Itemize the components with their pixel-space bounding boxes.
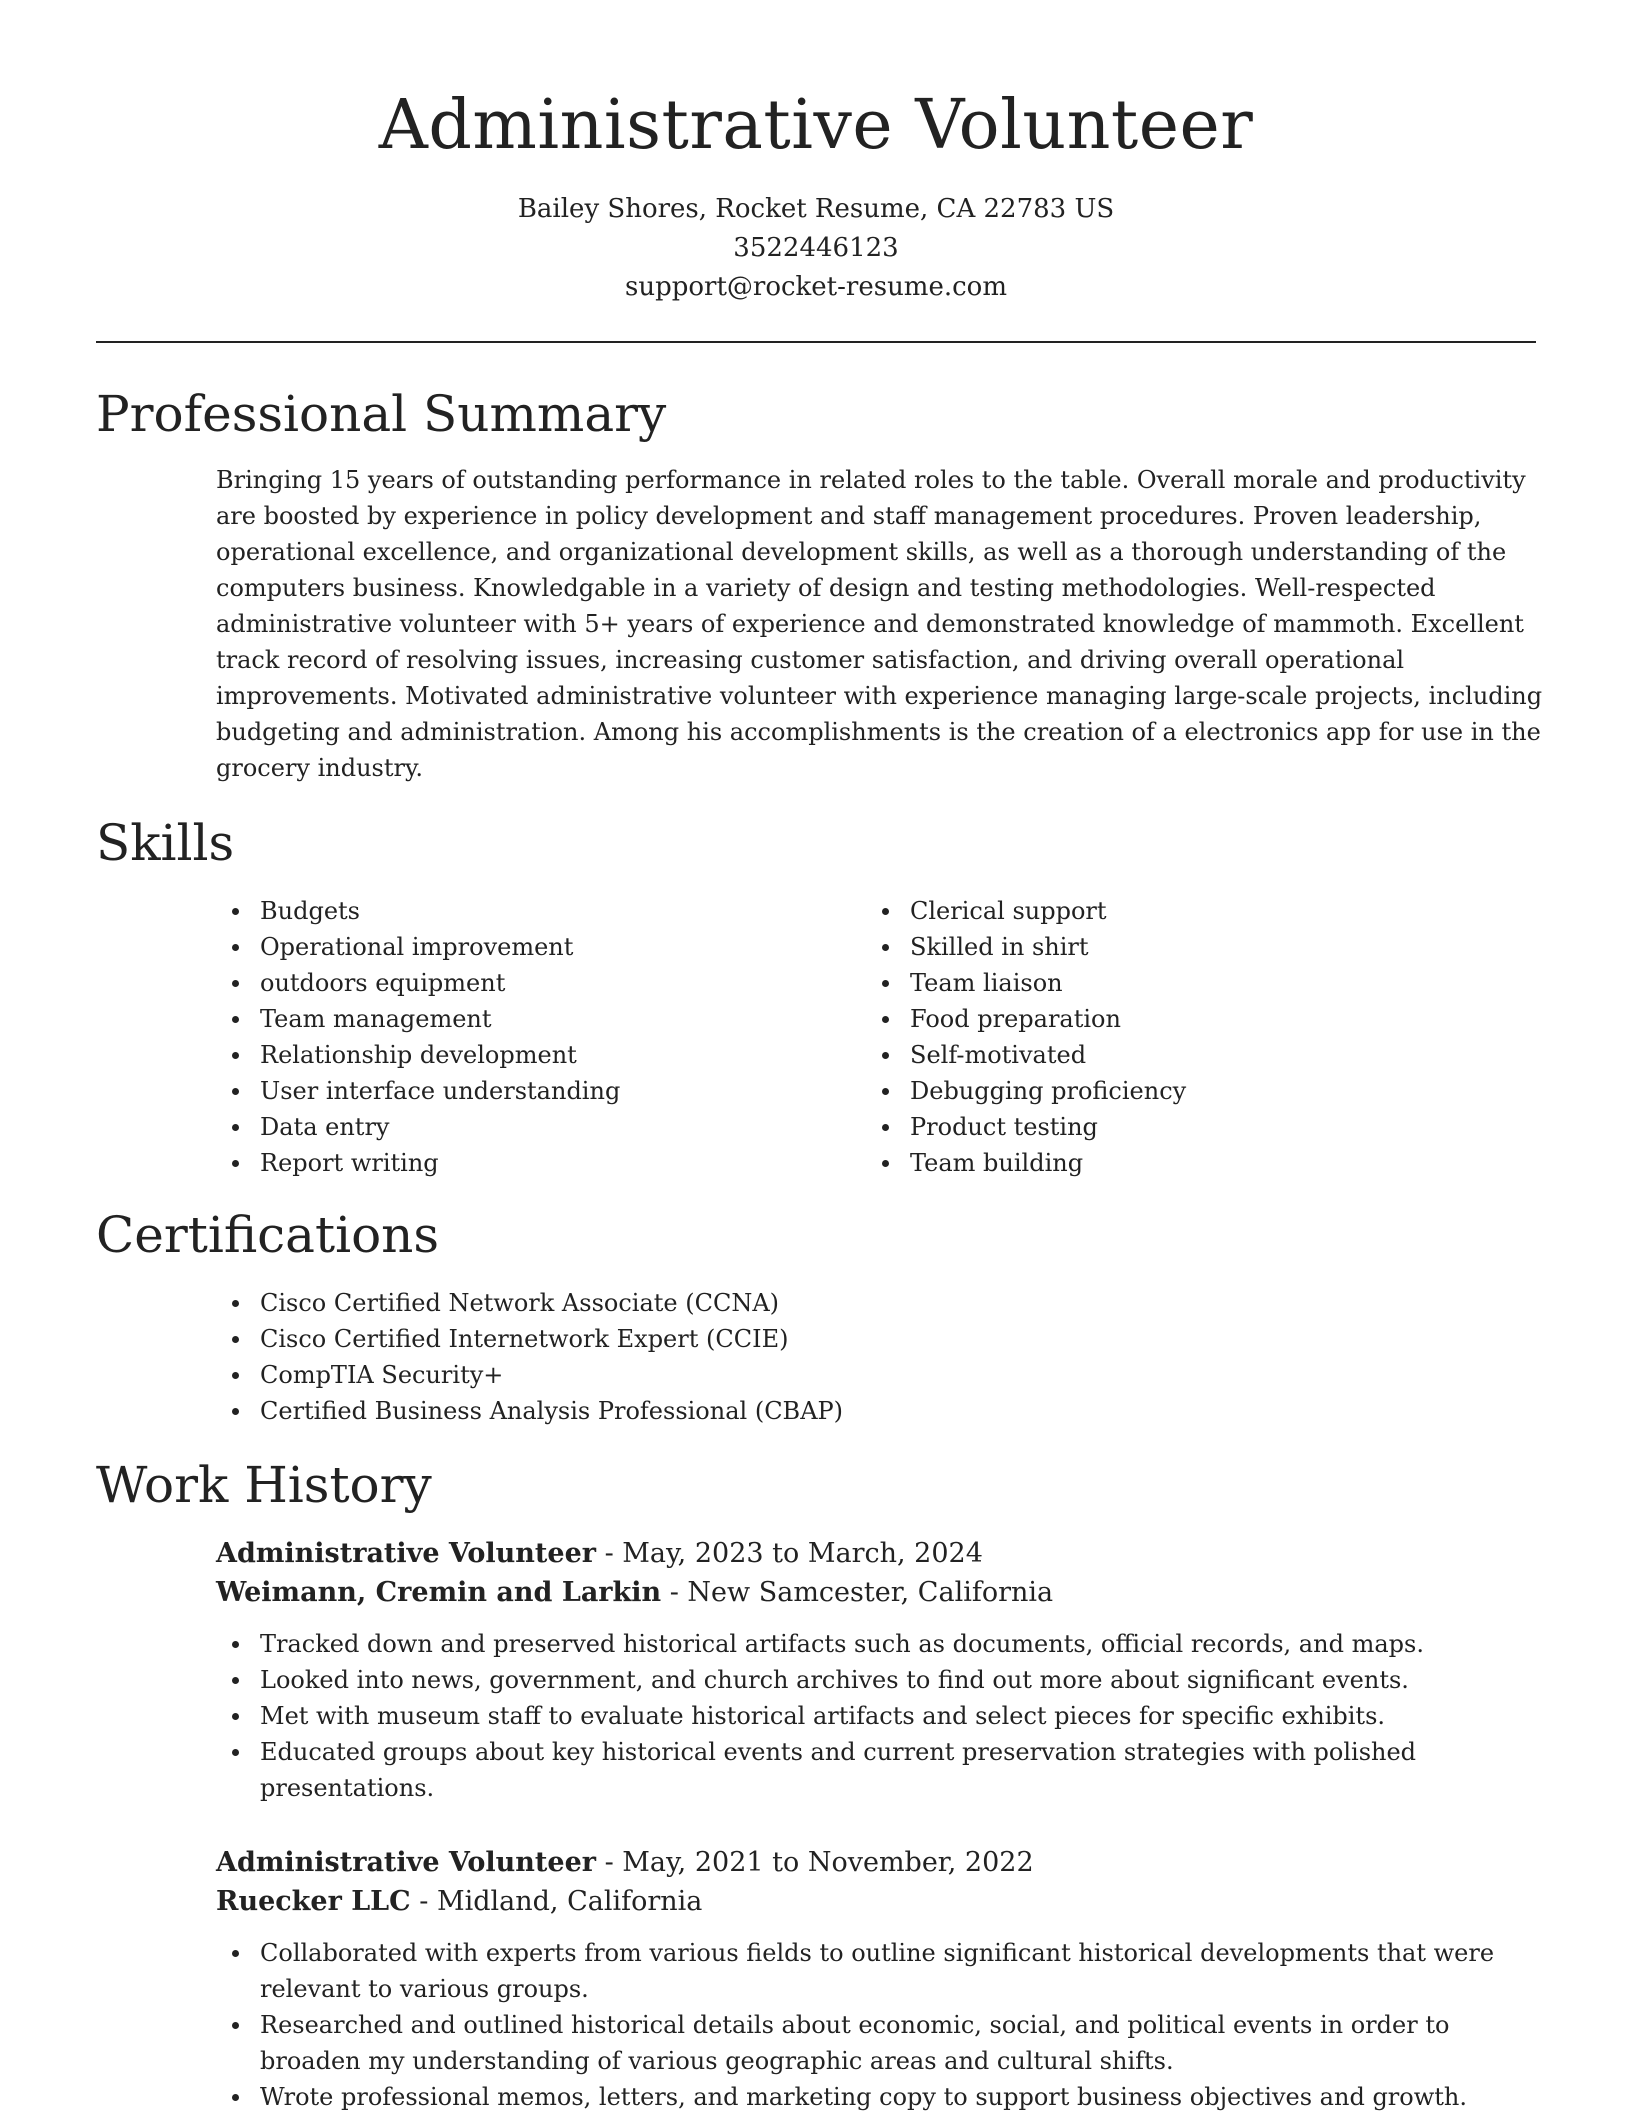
job-company: Ruecker LLC <box>216 1886 411 1917</box>
job-bullet: Educated groups about key historical events and current preservation strategies with polished presentations. <box>172 1734 1546 1806</box>
skills-column-left <box>216 893 816 1181</box>
job-dates: - May, 2021 to November, 2022 <box>595 1847 1034 1878</box>
skill-item: Data entry <box>216 1109 816 1145</box>
job-entry <box>216 1843 1546 2115</box>
job-role: Administrative Volunteer <box>216 1847 596 1878</box>
job-company-line <box>216 1882 1546 1921</box>
job-location: - Midland, California <box>410 1886 703 1917</box>
skill-item: Team management <box>216 1001 816 1037</box>
skills-list-right <box>866 893 1526 1181</box>
certifications-heading: Certifications <box>96 1206 440 1264</box>
job-location: - New Samcester, California <box>661 1577 1054 1608</box>
job-title-line <box>216 1843 1546 1882</box>
skills-heading: Skills <box>96 814 235 872</box>
job-bullet: Collaborated with experts from various fields to outline significant historical developments that were relevant to various groups. <box>172 1935 1546 2007</box>
job-bullets <box>172 1626 1546 1806</box>
skill-item: Relationship development <box>216 1037 816 1073</box>
job-title-line <box>216 1534 1546 1573</box>
contact-phone: 3522446123 <box>733 233 899 263</box>
certification-item: CompTIA Security+ <box>216 1357 1536 1393</box>
contact-email: support@rocket-resume.com <box>624 272 1007 302</box>
candidate-name: Administrative Volunteer <box>378 86 1254 165</box>
certification-item: Certified Business Analysis Professional (CBAP) <box>216 1393 1536 1429</box>
contact-address: Bailey Shores, Rocket Resume, CA 22783 US <box>517 194 1115 224</box>
skill-item: Operational improvement <box>216 929 816 965</box>
job-company: Weimann, Cremin and Larkin <box>216 1577 662 1608</box>
certifications-list <box>216 1285 1536 1429</box>
header-divider <box>96 341 1536 343</box>
job-bullet: Looked into news, government, and church archives to find out more about significant events. <box>172 1662 1546 1698</box>
contact-info <box>0 190 1632 307</box>
skill-item: Budgets <box>216 893 816 929</box>
job-bullet: Researched and outlined historical details about economic, social, and political events in order to broaden my understanding of various geographic areas and cultural shifts. <box>172 2007 1546 2079</box>
skills-column-right <box>866 893 1526 1181</box>
job-dates: - May, 2023 to March, 2024 <box>595 1538 983 1569</box>
skill-item: Debugging proficiency <box>866 1073 1526 1109</box>
skill-item: Food preparation <box>866 1001 1526 1037</box>
job-role: Administrative Volunteer <box>216 1538 596 1569</box>
work-history-heading: Work History <box>96 1456 432 1514</box>
certification-item: Cisco Certified Network Associate (CCNA) <box>216 1285 1536 1321</box>
skill-item: Report writing <box>216 1145 816 1181</box>
certifications-block <box>216 1285 1536 1429</box>
skill-item: Product testing <box>866 1109 1526 1145</box>
skill-item: Team building <box>866 1145 1526 1181</box>
skill-item: User interface understanding <box>216 1073 816 1109</box>
certification-item: Cisco Certified Internetwork Expert (CCIE) <box>216 1321 1536 1357</box>
skill-item: outdoors equipment <box>216 965 816 1001</box>
job-bullet: Tracked down and preserved historical artifacts such as documents, official records, and maps. <box>172 1626 1546 1662</box>
summary-heading: Professional Summary <box>96 385 667 443</box>
skill-item: Clerical support <box>866 893 1526 929</box>
job-bullet: Wrote professional memos, letters, and marketing copy to support business objectives and growth. <box>172 2079 1546 2115</box>
job-bullets <box>172 1935 1546 2115</box>
job-company-line <box>216 1573 1546 1612</box>
job-entry <box>216 1534 1546 1806</box>
skill-item: Team liaison <box>866 965 1526 1001</box>
summary-text: Bringing 15 years of outstanding performance in related roles to the table. Overall morale and productivity are boosted by experience in policy development and staff management procedures. Proven leadership, operational excellence, and organizational development skills, as well as a thorough understanding of the computers business. Knowledgable in a variety of design and testing methodologies. Well-respected administrative volunteer with 5+ years of experience and demonstrated knowledge of mammoth. Excellent track record of resolving issues, increasing customer satisfaction, and driving overall operational improvements. Motivated administrative volunteer with experience managing large-scale projects, including budgeting and administration. Among his accomplishments is the creation of a electronics app for use in the grocery industry. <box>216 466 1543 782</box>
skills-list-left <box>216 893 816 1181</box>
skill-item: Skilled in shirt <box>866 929 1526 965</box>
skill-item: Self-motivated <box>866 1037 1526 1073</box>
job-bullet: Met with museum staff to evaluate historical artifacts and select pieces for specific exhibits. <box>172 1698 1546 1734</box>
resume-header <box>0 0 1632 307</box>
